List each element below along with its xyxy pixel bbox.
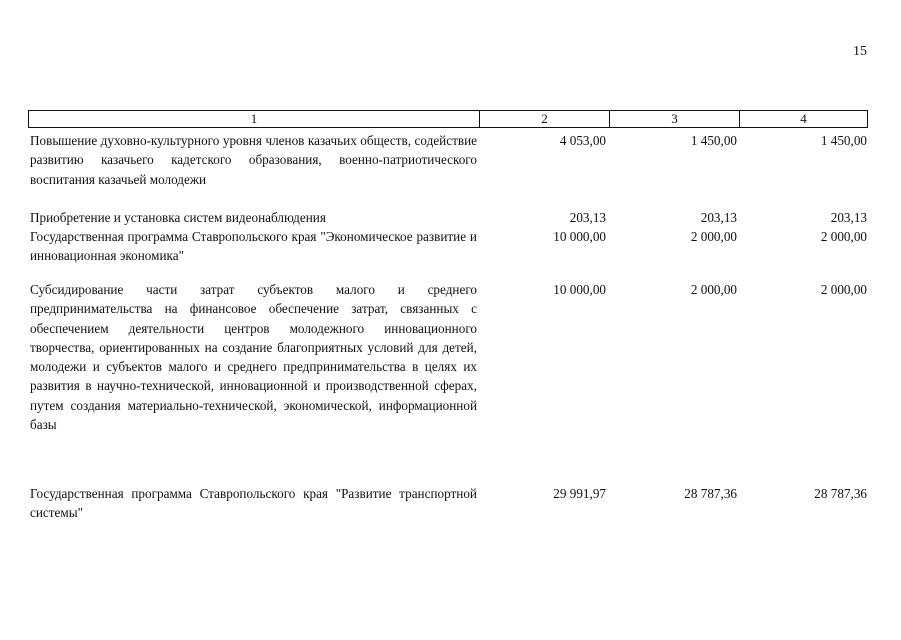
row-value-col4: 2 000,00 [820, 229, 867, 244]
row-value-col2: 4 053,00 [559, 133, 606, 148]
row-value-col2: 10 000,00 [553, 229, 606, 244]
table-header-row [28, 110, 868, 128]
column-header-3: 3 [610, 111, 740, 127]
row-value-col3: 203,13 [700, 210, 737, 225]
row-value-col2: 203,13 [569, 210, 606, 225]
row-description: Приобретение и установка систем видеонаблюдения [30, 210, 326, 225]
row-value-col4: 1 450,00 [820, 133, 867, 148]
column-header-4: 4 [800, 111, 807, 126]
row-value-col4: 2 000,00 [820, 282, 867, 297]
row-value-col3: 2 000,00 [690, 229, 737, 244]
column-header-1: 1 [29, 111, 480, 127]
page-number: 15 [853, 44, 867, 59]
row-value-col3: 28 787,36 [684, 486, 737, 501]
row-value-col3: 2 000,00 [690, 282, 737, 297]
row-value-col2: 10 000,00 [553, 282, 606, 297]
row-description: Государственная программа Ставропольского края "Развитие транспортной системы" [30, 486, 477, 521]
row-value-col2: 29 991,97 [553, 486, 606, 501]
column-header-2: 2 [480, 111, 610, 127]
row-value-col4: 203,13 [830, 210, 867, 225]
row-description: Государственная программа Ставропольского края "Экономическое развитие и инновационная экономика" [30, 229, 477, 264]
row-value-col3: 1 450,00 [690, 133, 737, 148]
row-value-col4: 28 787,36 [814, 486, 867, 501]
row-description: Субсидирование части затрат субъектов малого и среднего предпринимательства на финансовое обеспечение затрат, связанных с обеспечением деятельности центров молодежного инновационного творчества, ориентированных на создание благоприятных условий для детей, молодежи и субъектов малого и среднего предпринимательства в целях их развития в научно-технической, инновационной и производственной сферах, путем создания материально-технической, экономической, информационной базы [30, 282, 477, 433]
row-description: Повышение духовно-культурного уровня членов казачьих обществ, содействие развитию казачьего кадетского образования, военно-патриотического воспитания казачьей молодежи [30, 133, 477, 187]
